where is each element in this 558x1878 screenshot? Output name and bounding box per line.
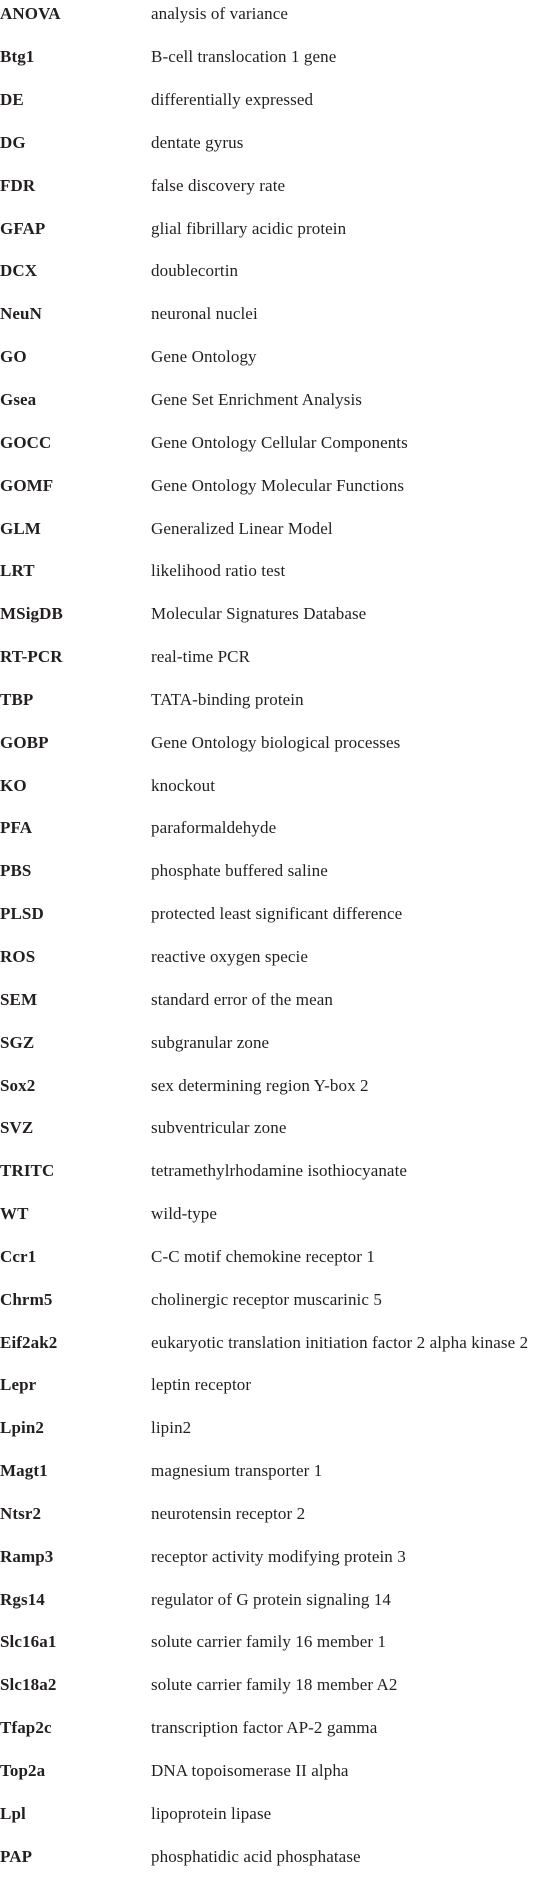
abbreviation-term: PBS xyxy=(0,861,32,881)
abbreviation-row xyxy=(0,850,558,893)
abbreviation-row xyxy=(0,593,558,636)
abbreviation-definition: false discovery rate xyxy=(151,175,286,195)
abbreviation-term: Magt1 xyxy=(0,1461,48,1481)
abbreviation-row xyxy=(0,250,558,293)
abbreviation-definition: eukaryotic translation initiation factor 2 alpha kinase 2 xyxy=(151,1332,529,1352)
abbreviation-definition: TATA-binding protein xyxy=(151,689,304,709)
abbreviation-definition: transcription factor AP-2 gamma xyxy=(151,1718,378,1738)
abbreviation-term: TBP xyxy=(0,689,34,709)
abbreviation-row xyxy=(0,1193,558,1236)
abbreviation-term: RT-PCR xyxy=(0,647,63,667)
abbreviation-term: Slc18a2 xyxy=(0,1675,57,1695)
abbreviation-term: SVZ xyxy=(0,1118,34,1138)
abbreviation-term: ROS xyxy=(0,946,36,966)
abbreviation-definition: neuronal nuclei xyxy=(151,304,258,324)
abbreviation-definition: paraformaldehyde xyxy=(151,818,277,838)
abbreviation-row xyxy=(0,807,558,850)
abbreviation-row xyxy=(0,550,558,593)
abbreviation-row xyxy=(0,1321,558,1364)
abbreviation-term: GFAP xyxy=(0,218,46,238)
abbreviation-definition: wild-type xyxy=(151,1204,218,1224)
abbreviation-row xyxy=(0,1750,558,1793)
abbreviation-definition: dentate gyrus xyxy=(151,132,244,152)
abbreviation-term: PLSD xyxy=(0,904,44,924)
abbreviation-term: WT xyxy=(0,1204,29,1224)
abbreviation-term: FDR xyxy=(0,175,36,195)
abbreviation-definition: B-cell translocation 1 gene xyxy=(151,47,337,67)
abbreviation-row xyxy=(0,1792,558,1835)
abbreviation-definition: tetramethylrhodamine isothiocyanate xyxy=(151,1161,408,1181)
abbreviation-row xyxy=(0,207,558,250)
abbreviation-row xyxy=(0,1450,558,1493)
abbreviation-row xyxy=(0,1021,558,1064)
abbreviation-definition: real-time PCR xyxy=(151,647,251,667)
abbreviation-term: MSigDB xyxy=(0,604,63,624)
abbreviation-term: Rgs14 xyxy=(0,1589,45,1609)
abbreviation-term: ANOVA xyxy=(0,4,61,24)
abbreviation-row xyxy=(0,936,558,979)
abbreviation-definition: doublecortin xyxy=(151,261,239,281)
abbreviation-row xyxy=(0,293,558,336)
abbreviation-term: Lpl xyxy=(0,1803,26,1823)
abbreviation-term: Slc16a1 xyxy=(0,1632,57,1652)
abbreviation-definition: receptor activity modifying protein 3 xyxy=(151,1546,406,1566)
abbreviation-term: NeuN xyxy=(0,304,42,324)
abbreviation-row xyxy=(0,636,558,679)
abbreviation-term: DG xyxy=(0,132,26,152)
abbreviation-row xyxy=(0,379,558,422)
abbreviation-row xyxy=(0,0,558,36)
abbreviation-definition: knockout xyxy=(151,775,216,795)
abbreviation-term: Top2a xyxy=(0,1761,46,1781)
abbreviation-row xyxy=(0,764,558,807)
abbreviation-term: GOCC xyxy=(0,432,52,452)
abbreviation-definition: Gene Set Enrichment Analysis xyxy=(151,390,363,410)
abbreviation-term: Tfap2c xyxy=(0,1718,52,1738)
abbreviation-row xyxy=(0,421,558,464)
abbreviation-term: Ramp3 xyxy=(0,1546,54,1566)
abbreviation-row xyxy=(0,1278,558,1321)
abbreviation-row xyxy=(0,1407,558,1450)
abbreviation-term: PAP xyxy=(0,1846,33,1866)
abbreviation-term: Chrm5 xyxy=(0,1289,53,1309)
abbreviation-definition: solute carrier family 16 member 1 xyxy=(151,1632,387,1652)
abbreviation-row xyxy=(0,164,558,207)
abbreviation-term: TRITC xyxy=(0,1161,55,1181)
abbreviation-definition: glial fibrillary acidic protein xyxy=(151,218,347,238)
abbreviation-definition: phosphatidic acid phosphatase xyxy=(151,1846,361,1866)
abbreviation-row xyxy=(0,1064,558,1107)
abbreviation-row xyxy=(0,893,558,936)
abbreviation-definition: lipoprotein lipase xyxy=(151,1803,272,1823)
abbreviation-row xyxy=(0,1150,558,1193)
abbreviation-row xyxy=(0,36,558,79)
abbreviation-term: DCX xyxy=(0,261,38,281)
abbreviation-term: SEM xyxy=(0,989,38,1009)
abbreviation-definition: likelihood ratio test xyxy=(151,561,286,581)
abbreviation-definition: magnesium transporter 1 xyxy=(151,1461,323,1481)
abbreviation-term: GOBP xyxy=(0,732,49,752)
abbreviation-row xyxy=(0,1107,558,1150)
abbreviation-term: GOMF xyxy=(0,475,54,495)
abbreviation-term: SGZ xyxy=(0,1032,35,1052)
abbreviation-definition: Molecular Signatures Database xyxy=(151,604,367,624)
abbreviation-term: DE xyxy=(0,90,24,110)
abbreviation-term: GO xyxy=(0,347,27,367)
abbreviation-term: LRT xyxy=(0,561,35,581)
abbreviation-definition: phosphate buffered saline xyxy=(151,861,328,881)
abbreviation-term: KO xyxy=(0,775,27,795)
abbreviation-definition: analysis of variance xyxy=(151,4,288,24)
abbreviation-term: Eif2ak2 xyxy=(0,1332,58,1352)
abbreviation-row xyxy=(0,1493,558,1536)
abbreviation-row xyxy=(0,79,558,122)
abbreviation-row xyxy=(0,978,558,1021)
abbreviation-term: Btg1 xyxy=(0,47,35,67)
abbreviation-row xyxy=(0,122,558,165)
abbreviation-row xyxy=(0,1707,558,1750)
abbreviation-definition: protected least significant difference xyxy=(151,904,403,924)
abbreviation-definition: cholinergic receptor muscarinic 5 xyxy=(151,1289,382,1309)
abbreviation-term: PFA xyxy=(0,818,33,838)
abbreviation-definition: lipin2 xyxy=(151,1418,192,1438)
abbreviation-row xyxy=(0,464,558,507)
abbreviation-term: Sox2 xyxy=(0,1075,36,1095)
abbreviation-definition: Gene Ontology biological processes xyxy=(151,732,401,752)
abbreviation-row xyxy=(0,336,558,379)
abbreviation-definition: subventricular zone xyxy=(151,1118,287,1138)
abbreviation-row xyxy=(0,1235,558,1278)
abbreviation-definition: Gene Ontology Cellular Components xyxy=(151,432,408,452)
abbreviation-term: Lpin2 xyxy=(0,1418,44,1438)
abbreviation-term: Lepr xyxy=(0,1375,37,1395)
abbreviation-definition: subgranular zone xyxy=(151,1032,270,1052)
abbreviation-term: Ntsr2 xyxy=(0,1503,42,1523)
abbreviation-definition: C-C motif chemokine receptor 1 xyxy=(151,1246,375,1266)
abbreviation-row xyxy=(0,1535,558,1578)
abbreviation-definition: leptin receptor xyxy=(151,1375,252,1395)
abbreviation-definition: Generalized Linear Model xyxy=(151,518,333,538)
abbreviation-term: Gsea xyxy=(0,390,37,410)
abbreviation-row xyxy=(0,1835,558,1878)
abbreviation-definition: DNA topoisomerase II alpha xyxy=(151,1761,349,1781)
abbreviation-definition: sex determining region Y-box 2 xyxy=(151,1075,369,1095)
abbreviation-row xyxy=(0,1364,558,1407)
abbreviation-definition: Gene Ontology xyxy=(151,347,257,367)
abbreviation-row xyxy=(0,1621,558,1664)
abbreviation-definition: Gene Ontology Molecular Functions xyxy=(151,475,405,495)
abbreviation-definition: regulator of G protein signaling 14 xyxy=(151,1589,392,1609)
abbreviation-row xyxy=(0,507,558,550)
abbreviation-term: GLM xyxy=(0,518,41,538)
abbreviation-row xyxy=(0,1578,558,1621)
abbreviation-definition: differentially expressed xyxy=(151,90,314,110)
abbreviation-row xyxy=(0,1664,558,1707)
abbreviation-definition: standard error of the mean xyxy=(151,989,333,1009)
abbreviation-row xyxy=(0,679,558,722)
abbreviation-definition: reactive oxygen specie xyxy=(151,946,309,966)
abbreviation-term: Ccr1 xyxy=(0,1246,37,1266)
abbreviation-definition: solute carrier family 18 member A2 xyxy=(151,1675,398,1695)
abbreviation-definition: neurotensin receptor 2 xyxy=(151,1503,306,1523)
abbreviation-row xyxy=(0,721,558,764)
